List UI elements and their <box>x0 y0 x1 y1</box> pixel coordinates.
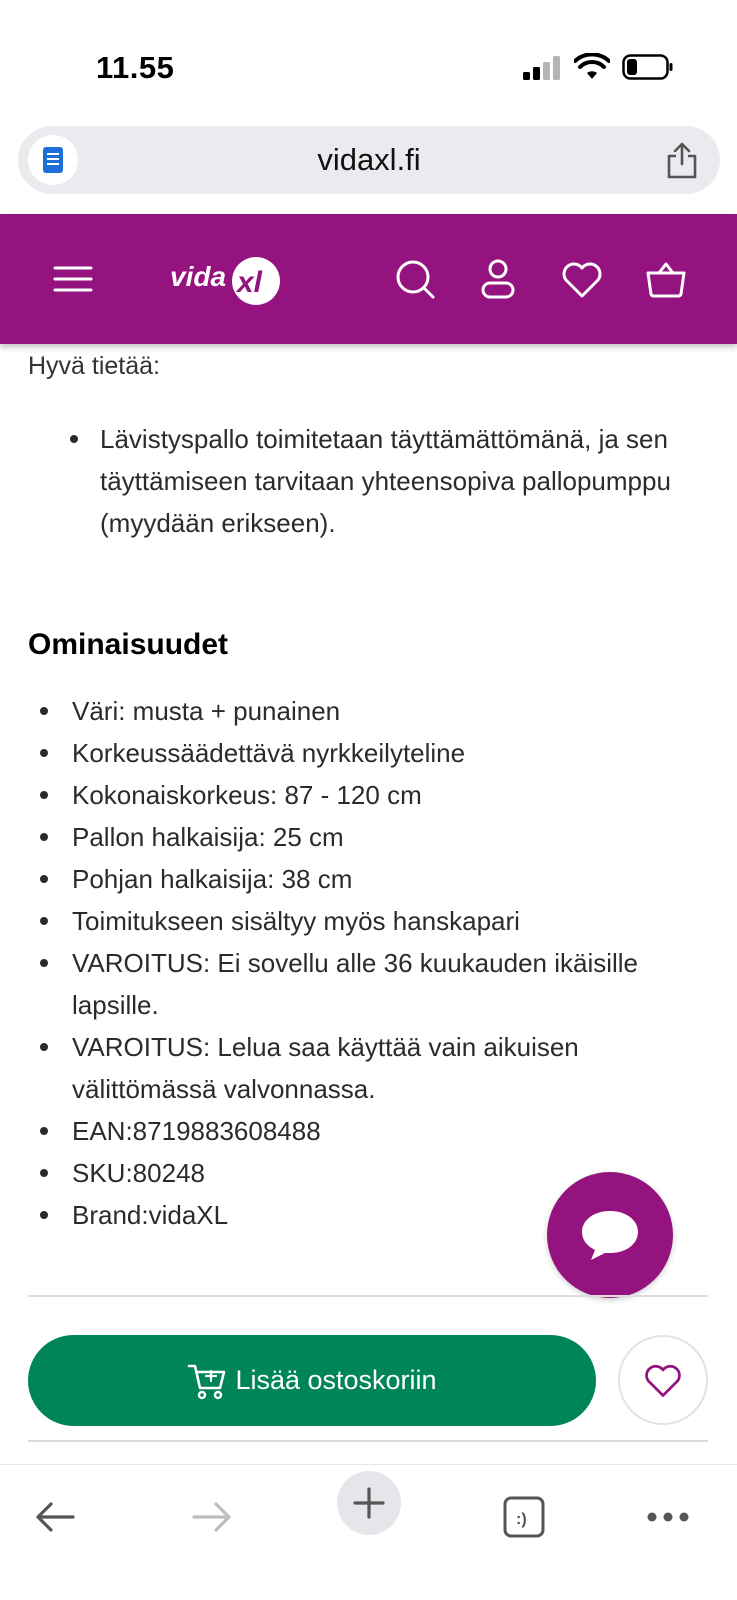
heart-icon <box>642 1359 684 1401</box>
account-icon[interactable] <box>475 256 521 302</box>
add-to-cart-label: Lisää ostoskoriin <box>235 1365 437 1395</box>
menu-icon[interactable] <box>50 256 96 302</box>
divider <box>28 1295 708 1297</box>
tabs-icon <box>502 1495 546 1539</box>
battery-icon <box>622 54 674 80</box>
share-icon[interactable] <box>664 140 700 180</box>
chat-button[interactable] <box>547 1172 673 1298</box>
list-item: Kokonaiskorkeus: 87 - 120 cm <box>40 774 720 816</box>
more-menu-button[interactable] <box>638 1487 698 1547</box>
cellular-signal-icon <box>523 56 563 80</box>
cart-icon[interactable] <box>643 256 689 302</box>
search-icon[interactable] <box>392 256 438 302</box>
features-list <box>40 690 720 1236</box>
list-item: Korkeussäädettävä nyrkkeilyteline <box>40 732 720 774</box>
address-bar[interactable] <box>18 126 720 194</box>
site-header <box>0 214 737 344</box>
forward-button[interactable] <box>182 1487 242 1547</box>
divider <box>28 1440 708 1442</box>
back-arrow-icon <box>33 1499 77 1535</box>
new-tab-button[interactable] <box>337 1471 401 1535</box>
back-button[interactable] <box>25 1487 85 1547</box>
list-item: Pohjan halkaisija: 38 cm <box>40 858 720 900</box>
chat-bubble-icon <box>576 1205 644 1265</box>
browser-toolbar <box>0 1464 737 1600</box>
svg-text::): :) <box>516 1511 527 1528</box>
list-item: Toimitukseen sisältyy myös hanskapari <box>40 900 720 942</box>
list-item: VAROITUS: Ei sovellu alle 36 kuukauden ikäisille lapsille. <box>40 942 720 1026</box>
list-item: VAROITUS: Lelua saa käyttää vain aikuisen välittömässä valvonnassa. <box>40 1026 720 1110</box>
list-item: EAN:8719883608488 <box>40 1110 720 1152</box>
good-to-know-list <box>70 418 710 544</box>
list-item: Väri: musta + punainen <box>40 690 720 732</box>
wishlist-icon[interactable] <box>559 256 605 302</box>
wifi-icon <box>574 53 610 81</box>
status-bar <box>0 0 737 120</box>
status-time: 11.55 <box>96 50 175 85</box>
features-title: Ominaisuudet <box>28 628 229 661</box>
list-item: SKU:80248 <box>40 1152 720 1194</box>
plus-icon <box>352 1486 386 1520</box>
list-item: Brand:vidaXL <box>40 1194 720 1236</box>
list-item: Lävistyspallo toimitetaan täyttämättömänä, ja sen täyttämiseen tarvitaan yhteensopiva pallopumppu (myydään erikseen). <box>70 418 710 544</box>
svg-text:xl: xl <box>237 266 263 299</box>
forward-arrow-icon <box>190 1499 234 1535</box>
good-to-know-label: Hyvä tietää: <box>28 352 161 380</box>
add-to-cart-button[interactable] <box>28 1335 596 1426</box>
vidaxl-logo[interactable] <box>170 250 290 310</box>
tabs-button[interactable] <box>494 1487 554 1547</box>
cart-icon <box>187 1361 227 1401</box>
url-text[interactable]: vidaxl.fi <box>317 142 421 177</box>
svg-text:vida: vida <box>170 261 227 292</box>
more-dots-icon <box>646 1511 690 1523</box>
add-to-wishlist-button[interactable] <box>618 1335 708 1425</box>
list-item: Pallon halkaisija: 25 cm <box>40 816 720 858</box>
